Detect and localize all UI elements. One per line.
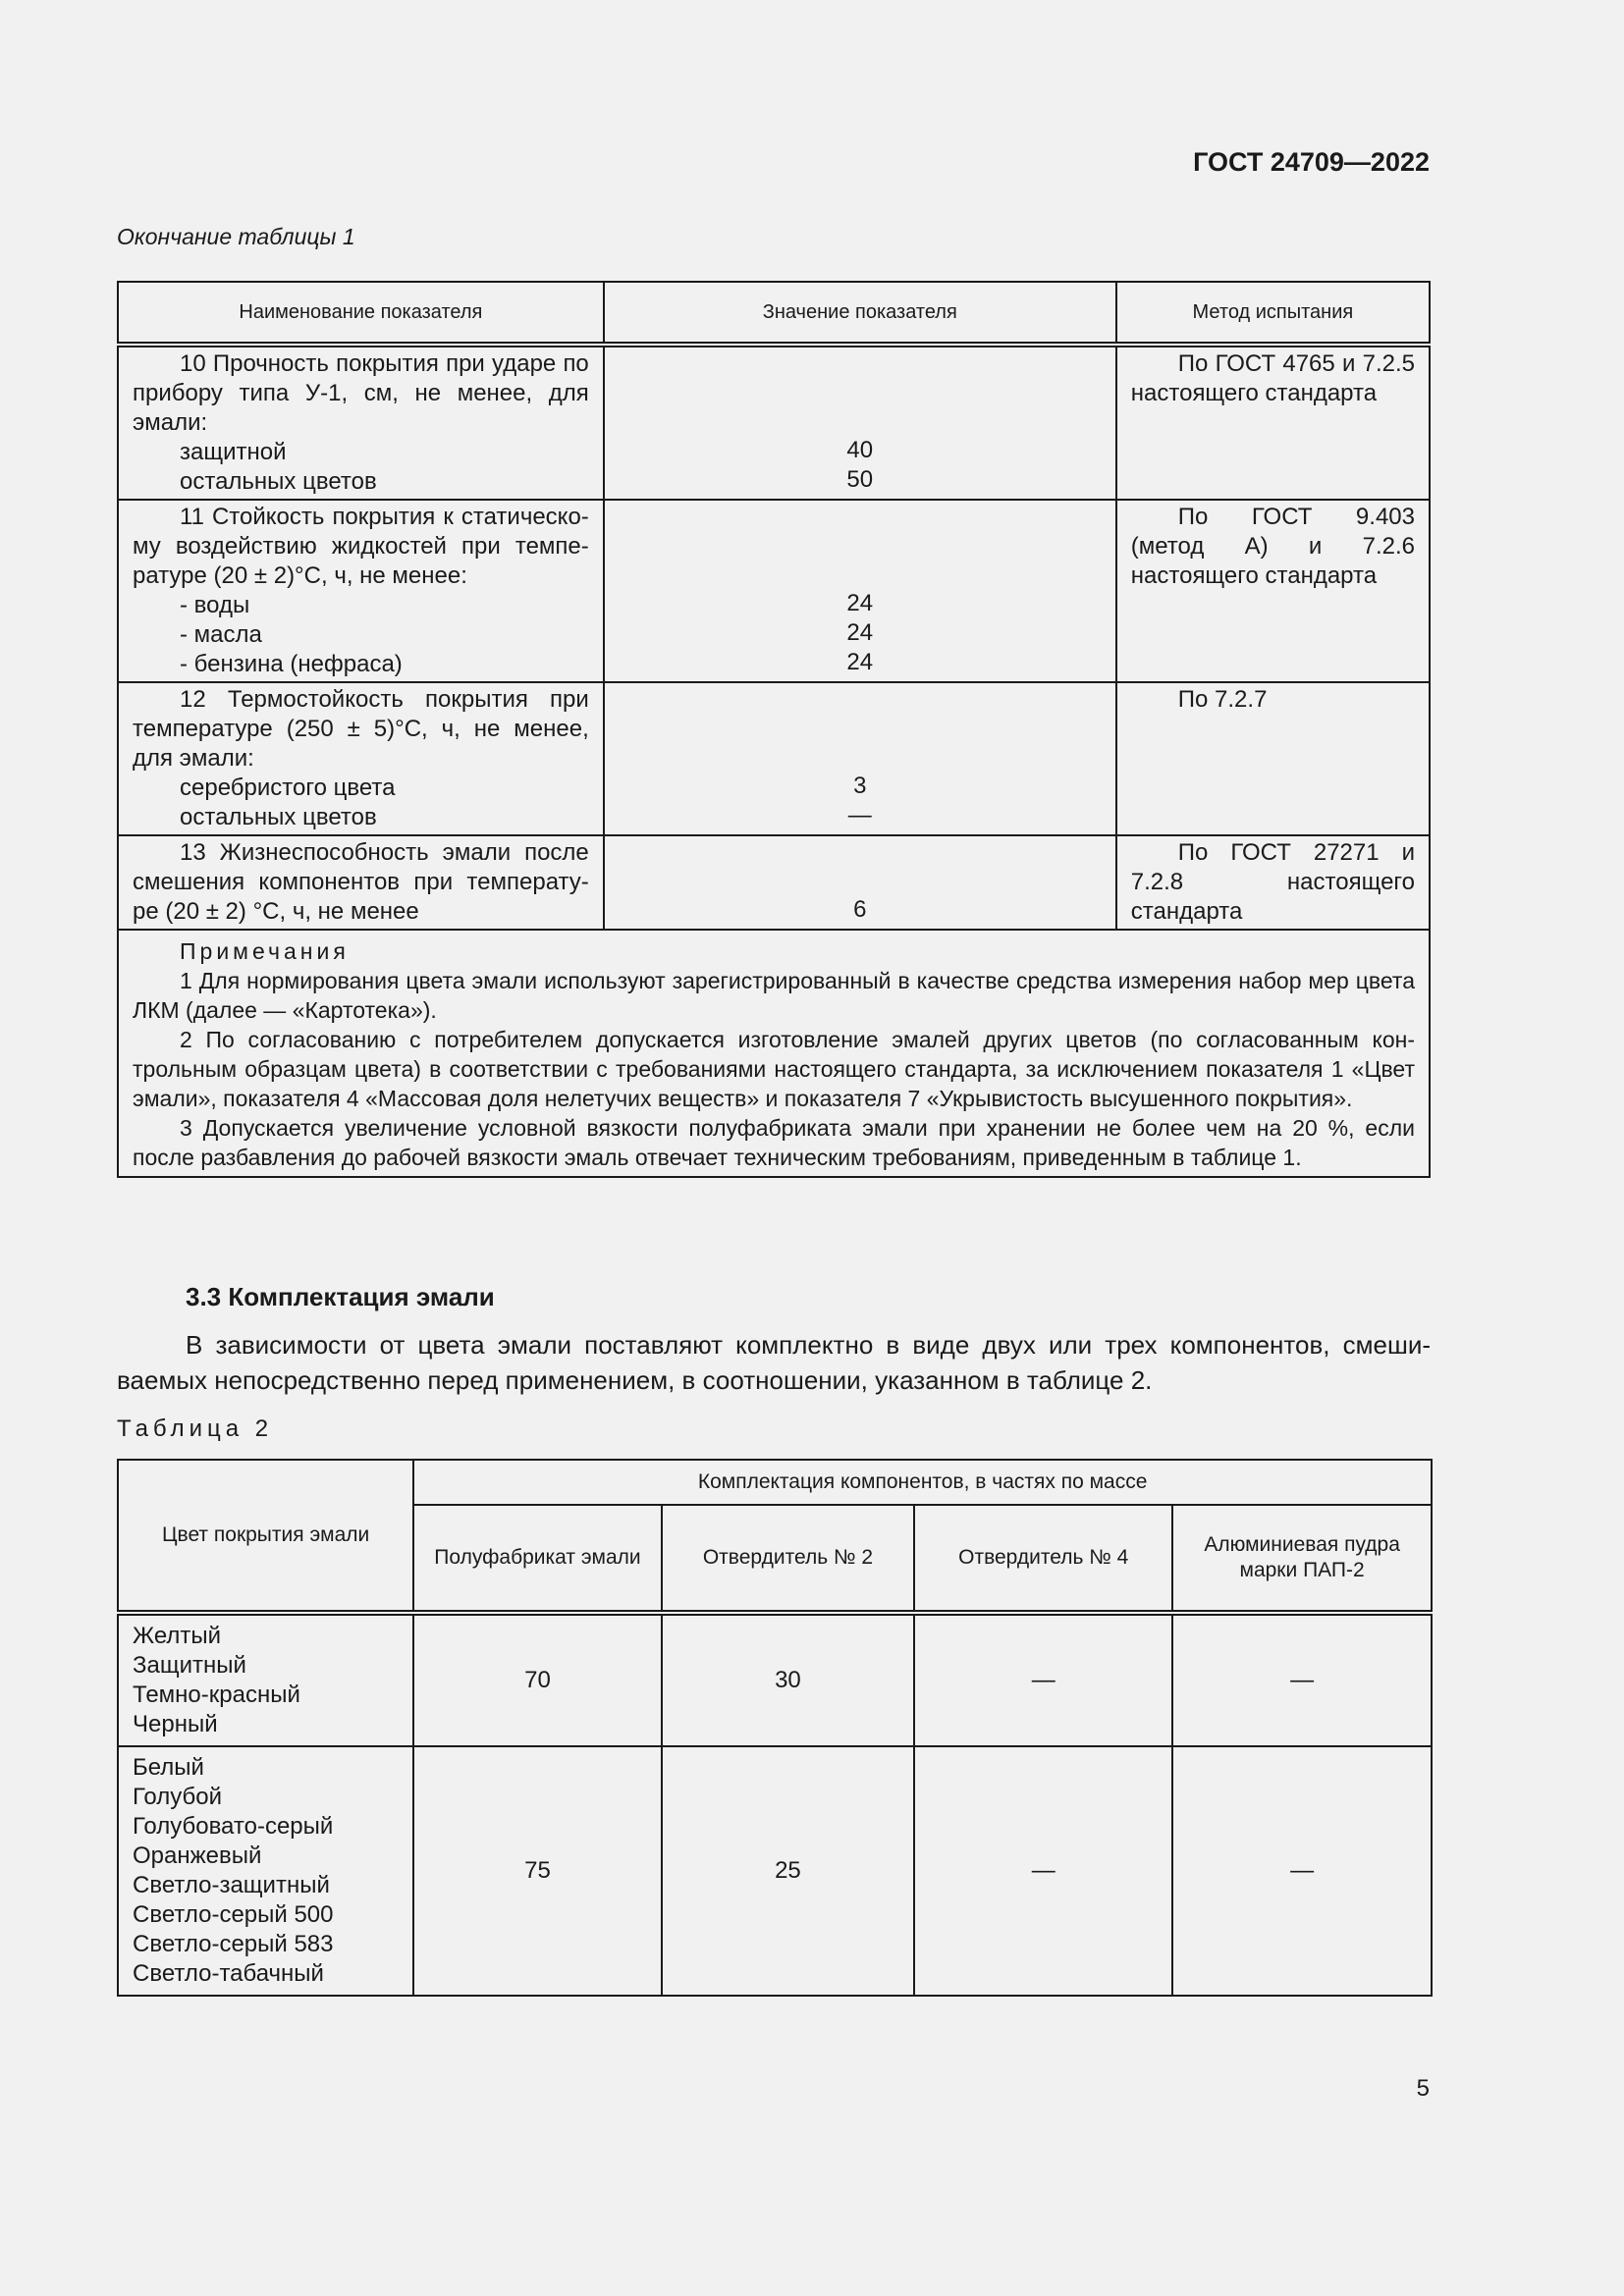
indicator-value: — bbox=[847, 802, 872, 828]
component-value: 30 bbox=[662, 1613, 915, 1746]
indicator-value: 3 bbox=[853, 773, 867, 799]
notes-row bbox=[118, 930, 1430, 1177]
color-list bbox=[118, 1613, 413, 1746]
component-value: 70 bbox=[413, 1613, 661, 1746]
table1-header-row bbox=[118, 282, 1430, 345]
table-row bbox=[118, 682, 1430, 835]
indicator-name: 12 Термостойкость покрытия при температуре (250 ± 5)°С, ч, не менее, для эмали: bbox=[133, 686, 589, 772]
color-name: Голубой bbox=[133, 1784, 222, 1810]
table1-header-method: Метод испытания bbox=[1116, 282, 1430, 345]
indicator-subitem: серебристого цвета bbox=[180, 774, 396, 801]
table2-subheader: Отвердитель № 2 bbox=[662, 1505, 915, 1613]
page-number: 5 bbox=[1416, 2075, 1430, 2102]
table2-subheader: Алюминиевая пудра марки ПАП-2 bbox=[1172, 1505, 1432, 1613]
color-name: Голубовато-серый bbox=[133, 1813, 334, 1840]
indicator-subitem: - бензина (нефраса) bbox=[180, 651, 403, 677]
table1-caption: Окончание таблицы 1 bbox=[117, 224, 355, 249]
indicator-value: 6 bbox=[853, 896, 867, 923]
color-name: Светло-защитный bbox=[133, 1872, 330, 1898]
component-value: — bbox=[1172, 1613, 1432, 1746]
indicator-name: 13 Жизнеспособность эмали после смешения компонентов при температу-ре (20 ± 2) °С, ч, не менее bbox=[133, 839, 589, 925]
table-row bbox=[118, 345, 1430, 500]
table2-header-color: Цвет покрытия эмали bbox=[118, 1460, 413, 1613]
color-name: Белый bbox=[133, 1754, 204, 1781]
notes-cell bbox=[118, 930, 1430, 1177]
component-value: — bbox=[914, 1746, 1172, 1996]
table2-group-header: Комплектация компонентов, в частях по массе bbox=[413, 1460, 1432, 1505]
component-value: 75 bbox=[413, 1746, 661, 1996]
indicator-subitem: - воды bbox=[180, 592, 250, 618]
color-name: Оранжевый bbox=[133, 1842, 262, 1869]
color-name: Темно-красный bbox=[133, 1682, 300, 1708]
table1 bbox=[117, 281, 1431, 1178]
table2-subheader: Полуфабрикат эмали bbox=[413, 1505, 661, 1613]
test-method: По ГОСТ 4765 и 7.2.5 настоящего стандарта bbox=[1116, 345, 1430, 500]
note-item: 3 Допускается увеличение условной вязкости полуфабриката эмали при хранении не более чем на 20 %, если после разбавления до рабочей вязкости эмаль отвечает техническим требованиям, приведенным в таблице 1. bbox=[133, 1115, 1415, 1170]
color-name: Желтый bbox=[133, 1623, 222, 1649]
indicator-value: 50 bbox=[846, 466, 874, 493]
indicator-subitem: остальных цветов bbox=[180, 804, 377, 830]
table1-header-name: Наименование показателя bbox=[118, 282, 604, 345]
test-method: По ГОСТ 27271 и 7.2.8 настоящего стандарта bbox=[1116, 835, 1430, 930]
table-row bbox=[118, 500, 1430, 682]
document-number: ГОСТ 24709—2022 bbox=[1193, 147, 1430, 177]
table2-subheader: Отвердитель № 4 bbox=[914, 1505, 1172, 1613]
indicator-name: 11 Стойкость покрытия к статическо-му воздействию жидкостей при темпе-ратуре (20 ± 2)°С, ч, не менее: bbox=[133, 504, 589, 589]
component-value: — bbox=[914, 1613, 1172, 1746]
section-heading: 3.3 Комплектация эмали bbox=[186, 1282, 495, 1311]
indicator-value: 24 bbox=[846, 619, 874, 646]
indicator-subitem: остальных цветов bbox=[180, 468, 377, 495]
indicator-subitem: защитной bbox=[180, 439, 287, 465]
table-row bbox=[118, 1613, 1432, 1746]
notes-title: Примечания bbox=[180, 938, 350, 964]
note-item: 2 По согласованию с потребителем допускается изготовление эмалей других цветов (по согласованным кон-трольным образцам цвета) в соответствии с требованиями настоящего стандарта, за исключением показателя 1 «Цвет эмали», показателя 4 «Массовая доля нелетучих веществ» и показателя 7 «Укрывистость высушенного покрытия». bbox=[133, 1027, 1415, 1111]
table1-header-value: Значение показателя bbox=[604, 282, 1116, 345]
test-method: По 7.2.7 bbox=[1116, 682, 1430, 835]
test-method: По ГОСТ 9.403 (метод А) и 7.2.6 настоящего стандарта bbox=[1116, 500, 1430, 682]
component-value: 25 bbox=[662, 1746, 915, 1996]
color-name: Светло-серый 500 bbox=[133, 1901, 334, 1928]
table-row bbox=[118, 1746, 1432, 1996]
indicator-value: 40 bbox=[846, 437, 874, 463]
indicator-value: 24 bbox=[846, 590, 874, 616]
indicator-name: 10 Прочность покрытия при ударе по прибору типа У-1, см, не менее, для эмали: bbox=[133, 350, 589, 436]
note-item: 1 Для нормирования цвета эмали используют зарегистрированный в качестве средства измерения набор мер цвета ЛКМ (далее — «Картотека»). bbox=[133, 968, 1415, 1023]
indicator-value: 24 bbox=[846, 649, 874, 675]
section-paragraph: В зависимости от цвета эмали поставляют комплектно в виде двух или трех компонентов, смеши-ваемых непосредственно перед применением, в соотношении, указанном в таблице 2. bbox=[117, 1330, 1431, 1395]
color-name: Светло-серый 583 bbox=[133, 1931, 334, 1957]
component-value: — bbox=[1172, 1746, 1432, 1996]
table-row bbox=[118, 835, 1430, 930]
color-list bbox=[118, 1746, 413, 1996]
table2-caption: Таблица 2 bbox=[117, 1415, 274, 1442]
table2 bbox=[117, 1459, 1433, 1997]
color-name: Черный bbox=[133, 1711, 218, 1737]
table2-header-row bbox=[118, 1460, 1432, 1505]
color-name: Светло-табачный bbox=[133, 1960, 324, 1987]
color-name: Защитный bbox=[133, 1652, 246, 1679]
indicator-subitem: - масла bbox=[180, 621, 262, 648]
